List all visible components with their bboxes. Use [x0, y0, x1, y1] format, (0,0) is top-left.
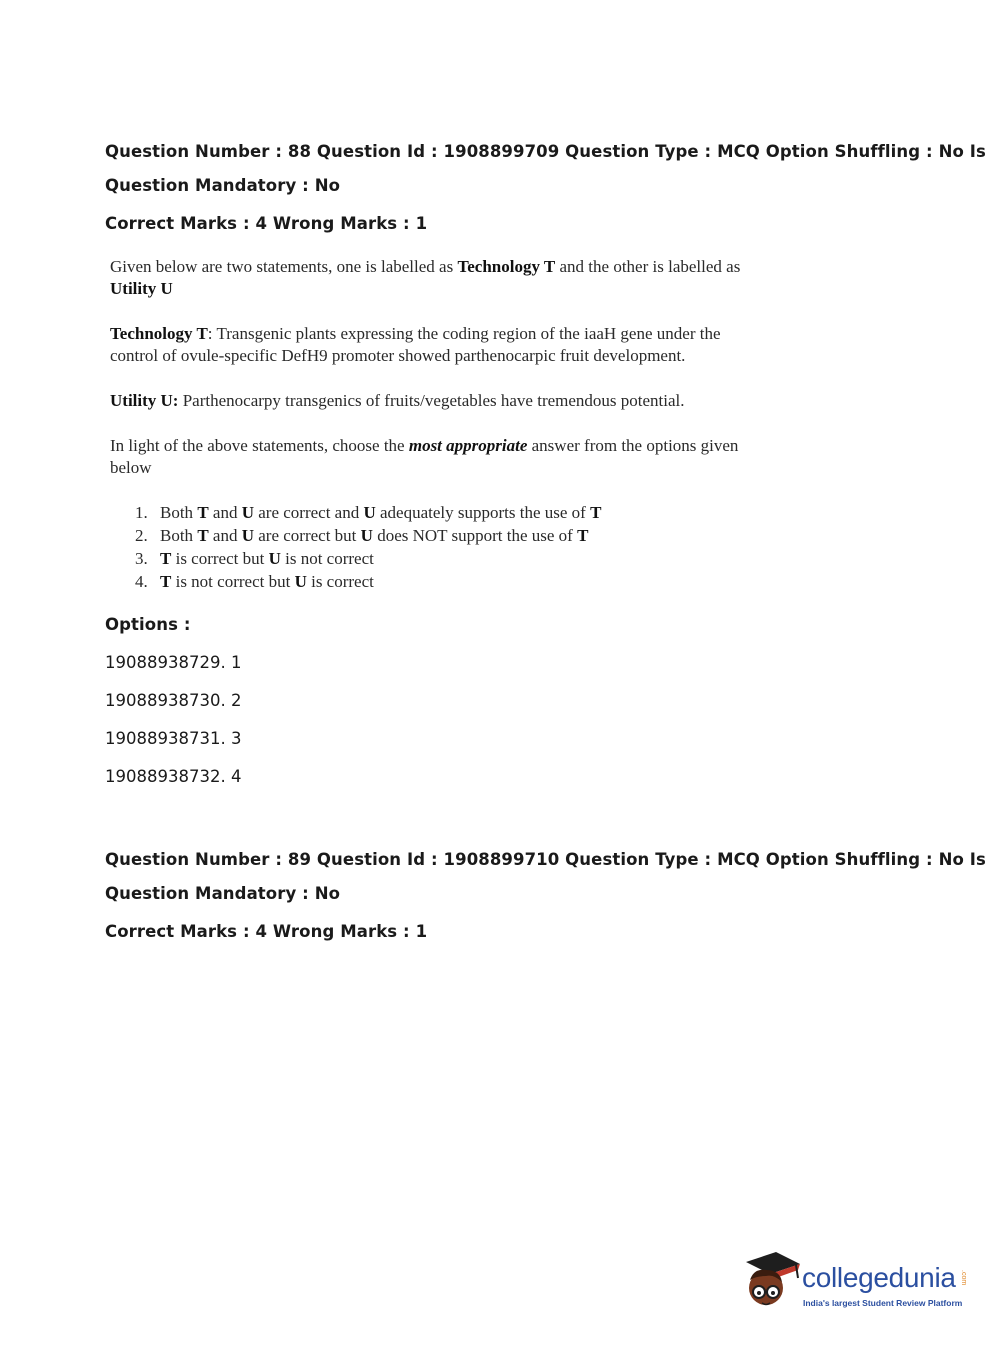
instruction-part: answer from the options given — [527, 436, 739, 455]
option-1: 19088938729. 1 — [105, 653, 242, 672]
collegedunia-logo — [740, 1248, 970, 1318]
option-3: 19088938731. 3 — [105, 729, 242, 748]
statement-item: 4. T is not correct but U is correct — [135, 572, 374, 591]
instruction-part: In light of the above statements, choose the — [110, 436, 409, 455]
q89-header-line2: Question Mandatory : No — [105, 884, 341, 903]
options-label: Options : — [105, 615, 191, 634]
intro-technology-label: Technology T — [457, 257, 556, 276]
statement-number: 4. — [135, 572, 148, 591]
statement-number: 3. — [135, 549, 148, 568]
mascot-icon — [740, 1248, 802, 1318]
q88-header-line2: Question Mandatory : No — [105, 176, 341, 195]
logo-wordmark: collegedunia — [802, 1262, 956, 1293]
logo-tagline: India's largest Student Review Platform — [803, 1298, 963, 1308]
utility-text: Parthenocarpy transgenics of fruits/vegetables have tremendous potential. — [178, 391, 685, 410]
option-2: 19088938730. 2 — [105, 691, 242, 710]
technology-statement — [110, 323, 750, 367]
intro-utility-label: Utility U — [110, 279, 173, 298]
logo-domain: .com — [960, 1270, 967, 1286]
q89-header-line1: Question Number : 89 Question Id : 1908899710 Question Type : MCQ Option Shuffling : No Is — [105, 850, 986, 869]
q88-marks: Correct Marks : 4 Wrong Marks : 1 — [105, 214, 428, 233]
q89-marks: Correct Marks : 4 Wrong Marks : 1 — [105, 922, 428, 941]
intro-part: and the other is labelled as — [555, 257, 741, 276]
intro-part: Given below are two statements, one is labelled as — [110, 257, 458, 276]
statement-item: 1. Both T and U are correct and U adequately supports the use of T — [135, 503, 602, 522]
utility-label: Utility U: — [110, 391, 179, 410]
technology-label: Technology T — [110, 324, 208, 343]
question-body — [110, 256, 750, 593]
technology-text: control of ovule-specific DefH9 promoter showed parthenocarpic fruit development. — [110, 346, 686, 365]
instruction-text — [110, 435, 750, 479]
statement-item: 3. T is correct but U is not correct — [135, 549, 374, 568]
technology-text: : Transgenic plants expressing the coding region of the iaaH gene under the — [207, 324, 721, 343]
q88-header-line1: Question Number : 88 Question Id : 1908899709 Question Type : MCQ Option Shuffling : No Is — [105, 142, 986, 161]
statement-number: 1. — [135, 503, 148, 522]
instruction-part: below — [110, 458, 152, 477]
answer-statements — [110, 501, 750, 593]
option-4: 19088938732. 4 — [105, 767, 242, 786]
utility-statement — [110, 390, 750, 412]
statement-item: 2. Both T and U are correct but U does NOT support the use of T — [135, 526, 589, 545]
instruction-emphasis: most appropriate — [408, 436, 528, 455]
statement-number: 2. — [135, 526, 148, 545]
intro-text — [110, 256, 750, 300]
